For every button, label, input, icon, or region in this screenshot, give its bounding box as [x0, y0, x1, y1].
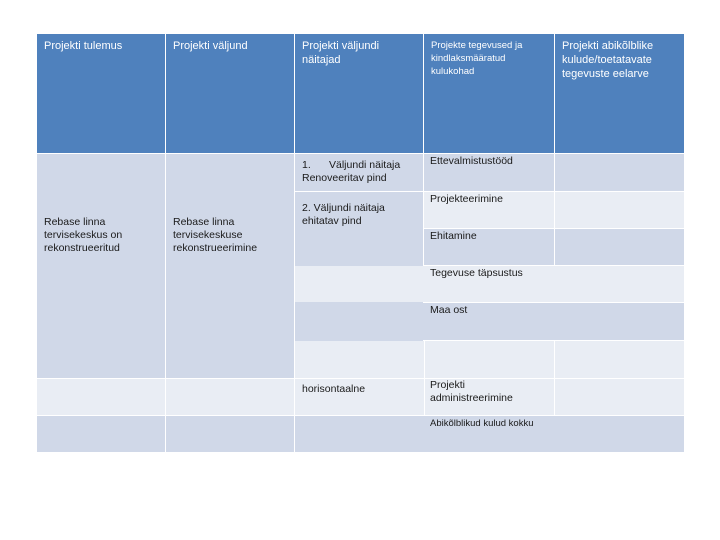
row-maa-ost — [295, 303, 684, 340]
cell-total-col2 — [166, 416, 294, 452]
activity-7-text: Projekti administreerimine — [430, 379, 513, 404]
divider-col3-left — [294, 154, 295, 452]
cell-activity-6 — [425, 341, 554, 378]
activity-2-text: Projekteerimine — [430, 193, 503, 205]
cell-budget-3 — [555, 229, 684, 265]
activity-5-text: Maa ost — [430, 304, 468, 316]
cell-total-col1 — [37, 416, 165, 452]
cell-budget-2 — [555, 192, 684, 228]
total-label: Abikõlblikud kulud kokku — [430, 418, 534, 429]
header-tulemus: Projekti tulemus — [37, 34, 165, 153]
indicator-3-text: horisontaalne — [302, 383, 366, 395]
cell-output — [166, 154, 294, 378]
cell-result — [37, 154, 165, 378]
header-valjund: Projekti väljund — [166, 34, 294, 153]
divider-col4-admin — [424, 341, 425, 415]
cell-budget-1 — [555, 154, 684, 191]
header-naitajad: Projekti väljundi näitajad — [295, 34, 423, 153]
cell-budget-7 — [555, 379, 684, 415]
header-tegevused: Projekte tegevused ja kindlaksmääratud kulukohad — [424, 34, 554, 153]
cell-budget-6 — [555, 341, 684, 378]
activity-4-text: Tegevuse täpsustus — [430, 267, 523, 279]
divider-col4-top — [423, 154, 424, 229]
header-eelarve: Projekti abikõlblike kulude/toetatavate tegevuste eelarve — [555, 34, 684, 153]
indicator-1-text: Väljundi näitaja Renoveeritav pind — [302, 159, 401, 184]
cell-blank-result — [37, 379, 165, 415]
activity-1-text: Ettevalmistustööd — [430, 155, 513, 167]
result-text: Rebase linna tervisekeskus on rekonstrueeritud — [44, 216, 123, 254]
activity-3-text: Ehitamine — [430, 230, 477, 242]
output-text: Rebase linna tervisekeskuse rekonstrueerimine — [173, 216, 258, 254]
row-empty-left — [295, 341, 424, 378]
indicator-2-text: 2. Väljundi näitaja ehitatav pind — [302, 202, 385, 227]
cell-blank-output — [166, 379, 294, 415]
indicator-1-num: 1. — [302, 159, 311, 171]
